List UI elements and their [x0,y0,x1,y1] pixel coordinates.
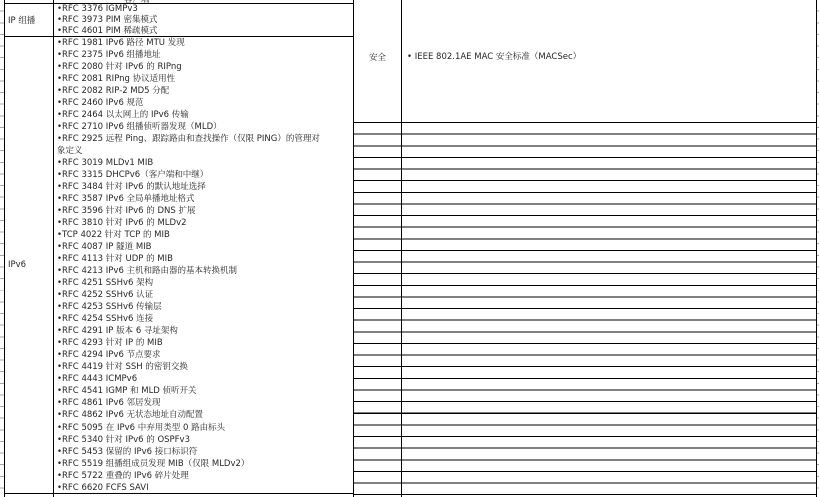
category-cell-ipv6 [5,37,53,493]
category-cell-security [354,0,401,122]
spec-line: •RFC 4419 针对 SSH 的密钥交换 [57,362,188,373]
spec-line: •RFC 4213 IPv6 主机和路由器的基本转换机制 [57,266,238,277]
category-label-ip-multicast: IP 组播 [8,16,36,26]
cell-border-left [4,0,5,497]
security-standards-list [402,0,816,122]
spec-line: •RFC 4087 IP 隧道 MIB [57,242,152,253]
spec-line: •RFC 2925 远程 Ping、跟踪路由和查找操作（仅限 PING）的管理对 [57,134,320,145]
spec-line: •RFC 4253 SSHv6 传输层 [57,302,162,313]
cell-border-right [816,0,817,497]
spec-line: •TCP 4022 针对 TCP 的 MIB [57,230,170,241]
spec-line: •RFC 4113 针对 UDP 的 MIB [57,254,173,265]
cell-border-security-ieee [401,0,402,497]
spec-line: •RFC 2080 针对 IPv6 的 RIPng [57,62,182,73]
spec-line: •RFC 3973 PIM 密集模式 [57,14,158,25]
spec-line: •RFC 4862 IPv6 无状态地址自动配置 [57,410,204,421]
category-cell-ip-multicast [5,4,53,36]
spec-line: •RFC 5095 在 IPv6 中弃用类型 0 路由标头 [57,422,226,433]
spec-line: •RFC 2710 IPv6 组播侦听器发现（MLD） [57,122,222,133]
spec-line: •RFC 4443 ICMPv6 [57,374,138,385]
spec-line: •RFC 3019 MLDv1 MIB [57,158,154,169]
spec-line: •RFC 4254 SSHv6 连接 [57,314,154,325]
spec-line: •RFC 4252 SSHv6 认证 [57,290,154,301]
spec-line: •RFC 4294 IPv6 节点要求 [57,350,161,361]
spec-line: •RFC 2464 以太网上的 IPv6 传输 [57,110,189,121]
spec-line: •RFC 2081 RIPng 协议适用性 [57,74,176,85]
spec-line: •RFC 3810 针对 IPv6 的 MLDv2 [57,218,187,229]
spec-line: •RFC 4291 IP 版本 6 寻址架构 [57,326,178,337]
cell-border-category-rfc [53,0,54,497]
spec-line: •RFC 4861 IPv6 邻居发现 [57,398,161,409]
spec-line: •RFC 4293 针对 IP 的 MIB [57,338,163,349]
spec-line: •RFC 2460 IPv6 规范 [57,98,144,109]
spec-line: •RFC 3484 针对 IPv6 的默认地址选择 [57,182,206,193]
spec-line: •RFC 5722 重叠的 IPv6 碎片处理 [57,470,189,481]
spec-line: •RFC 4541 IGMP 和 MLD 侦听开关 [57,386,197,397]
spec-line: •RFC 4251 SSHv6 架构 [57,278,154,289]
spec-line: •RFC 2082 RIP-2 MD5 分配 [57,86,170,97]
spec-line: 象定义 [57,146,83,157]
category-label-ipv6: IPv6 [8,260,27,270]
cell-border-rfc-security [353,0,354,497]
spec-line: •RFC 2375 IPv6 组播地址 [57,50,161,61]
spec-line: •RFC 5453 保留的 IPv6 接口标识符 [57,446,198,457]
spec-line: •RFC 4601 PIM 稀疏模式 [57,25,158,36]
rfc-list-ip-multicast [57,4,352,37]
row-border-bottom [4,493,354,494]
rfc-list-ipv6 [57,37,352,494]
spec-line: •RFC 5340 针对 IPv6 的 OSPFv3 [57,434,190,445]
spec-line: • IEEE 802.1AE MAC 安全标准（MACSec） [407,51,582,62]
spec-line: •RFC 1981 IPv6 路径 MTU 发现 [57,38,185,48]
row-border-ip-multicast-ipv6 [4,36,354,37]
category-label-security: 安全 [368,52,386,63]
spec-line: •RFC 3315 DHCPv6（客户端和中继） [57,170,209,181]
spec-line: •RFC 3596 针对 IPv6 的 DNS 扩展 [57,206,196,217]
empty-rows-grid [354,122,816,497]
spec-line: •RFC 6620 FCFS SAVI [57,482,149,493]
spec-line: •RFC 3376 IGMPv3 [57,3,138,14]
row-border-top [4,3,354,4]
spec-line: •RFC 3587 IPv6 全局单播地址格式 [57,194,195,205]
spec-line: •RFC 5519 组播组成员发现 MIB（仅限 MLDv2） [57,458,250,469]
